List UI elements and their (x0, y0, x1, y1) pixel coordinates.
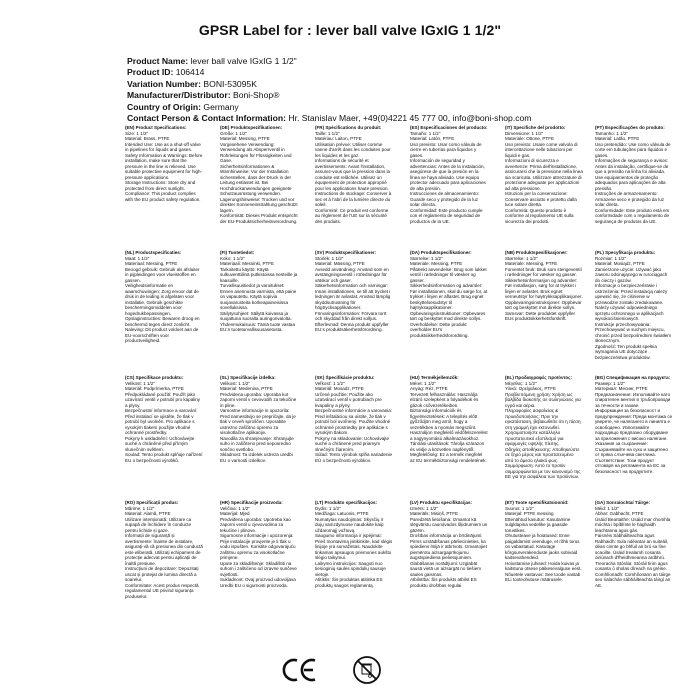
spec-line: Opbevaringsinstruktioner: Opbevares tørt og beskyttet mod direkte sollys. (410, 310, 486, 321)
spec-line: Předpokládané použití: Použít jako uzavírací ventil v potrubí pro kapaliny a plyny. (125, 391, 201, 408)
spec-line: Instrucțiuni de depozitare: Depozitați uscat și protejat de lumina directă a soarelui. (125, 566, 199, 582)
spec-line: Størrelse: 1 1/2" (505, 255, 538, 261)
spec-line: Materiaal: Messing, PTFE (125, 261, 178, 266)
spec-line: Material: Alamă, PTFE (125, 511, 171, 516)
spec-line: Materiaali: Messinki, PTFE (220, 261, 275, 266)
spec-heading: (SV) Produktspecifikationer: (315, 250, 377, 255)
spec-line: Instrucciones de almacenamiento: Guarde seco y protegido de la luz solar directa. (410, 191, 479, 207)
spec-line: Материал: Месинг, PTFE (595, 386, 648, 391)
spec-line: Πληροφορίες ασφαλείας & προειδοποιήσεις: Πριν την εγκατάσταση, βεβαιωθείτε ότι η πίεση στη γραμμή έχει εκτονωθεί. Χρησιμοποιήστε κατάλληλο προστατευτικό εξοπλισμό για εφαρμογές υψηλής πίεσης. (505, 408, 581, 446)
spec-line: Vorgesehene Verwendung: Verwendung als Absperrventil in Rohrleitungen für Flüssigkeiten und Gase. (220, 141, 292, 163)
spec-line: Material: Mässing, PTFE (315, 261, 365, 266)
spec-line: Conformitate: Acest produs respectă regulamentul UE privind siguranța produselor. (125, 582, 199, 599)
spec-line: Koko: 1 1/2" (220, 255, 245, 261)
spec-line: Biztonsági információk és figyelmeztetések: A telepítés előtt győződjön meg arról, hogy a vezetékben a nyomás megszűnt. Használjon megfelelő védőfelszerelést a nagynyomású alkalmazásokhoz. (410, 408, 488, 441)
spec-line: Samsvar: Dette produktet oppfyller EUs produktsikkerhetsforskrift. (505, 310, 576, 321)
spec-line: Compliance: This product complies with the EU product safety regulation. (125, 191, 201, 202)
spec-line: Sikkerhedsinformation og advarsler: Før installationen, skal du sørge for, at trykket i linjen er aflastet. Brug egnet beskyttelsesudstyr til højtryksapplikationer. (410, 283, 488, 310)
spec-line: Suurus: 1 1/2" (505, 505, 534, 511)
info-row (127, 90, 687, 101)
spec-heading: (GA) Sonraíochtaí Táirge: (595, 500, 651, 505)
spec-block-de (220, 125, 298, 244)
spec-heading: (LT) Produkto specifikacijos: (315, 500, 378, 505)
spec-line: Treoracha Stórála: Stóráil tirim agus cosanta ó sholas díreach na gréine. (595, 560, 668, 571)
spec-line: Zamierzone użycie: Używać jako zaworu odcinającego w rurociągach do cieczy i gazów. (595, 266, 668, 283)
spec-line: Izmērs: 1 1/2" (410, 505, 438, 511)
spec-line: Utilisation prévue: Utiliser comme vanne d'arrêt dans les conduites pour les liquides et les gaz. (315, 141, 391, 158)
spec-block-pt (595, 125, 673, 244)
spec-heading: (NB) Produktspesifikasjoner: (505, 250, 568, 255)
spec-line: Úsáid Beartaithe: Úsáid mar chomhla múchta i bpíblínte le haghaidh leachtanna agus gás. (595, 516, 671, 533)
spec-line: Oppbevaringsinstruksjoner: Oppbevar tørt og beskyttet mot direkte sollys. (505, 299, 582, 310)
spec-line: Intended Use: Use as a shut-off valve in pipelines for liquids and gases. (125, 141, 201, 152)
language-grid (125, 125, 685, 615)
spec-line: Påtænkt anvendelse: Brug som lukket ventil i rørledninger til væsker og gasser. (410, 266, 487, 283)
spec-line: Material: Brass, PTFE (125, 136, 170, 141)
spec-heading: (SL) Specifikacije izdelka: (220, 375, 276, 380)
spec-heading: (IT) Specifiche del prodotto: (505, 125, 566, 130)
spec-line: Safety Information & Warnings: Before installation, make sure that the pressure in the line is relieved. Use suitable protective equipment for high-pressure applications. (125, 152, 203, 180)
spec-line: Bezpečnostní informace a varování: Před instalací se ujistěte, že tlak v potrubí byl uvolněn. Pro aplikace s vysokým tlakem použijte vhodné ochranné prostředky. (125, 408, 198, 435)
spec-heading: (RO) Specificații produs: (125, 500, 179, 505)
spec-line: Anyag: Réz, PTFE (410, 386, 448, 391)
spec-line: Tarkoitettu käyttö: Käytä sulkuventtiilinä putkistoissa nesteille ja kaasuille. (220, 266, 298, 283)
spec-block-pl (595, 250, 673, 369)
spec-heading: (DE) Produktspezifikationen: (220, 125, 283, 130)
spec-line: Avsedd användning: Använd som en avstängningsventil i rörledningar för vätskor och gaser. (315, 266, 389, 283)
spec-line: Informazioni di sicurezza e avvertenze: Prima dell'installazione, assicurarsi che la pressione nella linea sia scaricata. Utilizzare attrezzature di protezione adeguate per applicazioni ad alta pressione. (505, 158, 583, 191)
spec-block-ro (125, 500, 203, 609)
spec-line: Forventet bruk: Bruk som stengeventil i rørledninger for væsker og gasser. (505, 266, 582, 277)
spec-block-lt (315, 500, 393, 609)
spec-line: Materiāls: Misiņš, PTFE (410, 511, 459, 516)
spec-block-it (505, 125, 583, 244)
spec-heading: (ET) Toote spetsifikatsioonid: (505, 500, 569, 505)
spec-line: Указания за съхранение: Съхранявайте на сухо и защитено от пряка слънчева светлина. (595, 441, 668, 457)
spec-line: Conformité: Ce produit est conforme au règlement de l'UE sur la sécurité des produits. (315, 207, 389, 224)
spec-line: Súlad: Tento výrobok spĺňa nariadenie EÚ o bezpečnosti výrobkov. (315, 452, 393, 463)
spec-heading: (EN) Product Specifications: (125, 125, 187, 130)
spec-heading: (ES) Especificaciones del producto: (410, 125, 488, 130)
spec-block-sl (220, 375, 298, 494)
spec-line: Conformidade: Este produto está em conformidade com o regulamento de segurança de produtos da UE. (595, 207, 670, 224)
spec-line: Pokyny k uskladnění: Uchovávejte suché a chráněné před přímým slunečním světlem. (125, 435, 195, 452)
spec-block-da (410, 250, 488, 369)
spec-line: Drošības informācija un brīdinājumi: Pirms uzstādīšanas pārliecinieties, ka spiediens līnijā ir atbrīvots. Izmantojiet piemērotu aizsargaprīkojumu augstspiediena pielietojumiem. (410, 533, 487, 560)
info-value: Hr. Stanislav Maer, +49(0)4221 45 777 00, info@boni-shop.com (288, 113, 532, 124)
spec-line: Faisnéis Sábháilteachta agus Rabhaidh: Sula ndéantar an suiteáil, déan cinnte go bhfuil an brú sa líne scaoilte. Úsáid trealamh cosanta oiriúnach d'fheidhmeanna ardbhrú. (595, 533, 669, 560)
spec-line: Materiale: Messing, PTFE (505, 261, 558, 266)
spec-line: Velikost: 1 1/2" (125, 380, 155, 386)
spec-block-es (410, 125, 488, 244)
spec-line: Materiale: Ottone, PTFE (505, 136, 555, 141)
spec-line: Ábhar: Gabhacht, PTFE (595, 511, 644, 516)
spec-line: Material: Latão, PTFE (595, 136, 640, 141)
spec-line: Säilytysohjeet: Säilytä kuivassa ja suojattuna suoralta auringonvalolta. (220, 310, 292, 321)
spec-line: Storlek: 1 1/2" (315, 255, 344, 261)
info-row (127, 67, 687, 78)
spec-line: Informacje o bezpieczeństwie i ostrzeżenia: Przed instalacją należy upewnić się, że ciśnienie w przewodzie zostało zredukowane. Należy używać odpowiedniego sprzętu ochronnego w aplikacjach wysokociśnieniowych. (595, 283, 668, 321)
spec-line: Veľkosť: 1 1/2" (315, 380, 345, 386)
info-label: Country of Origin: (127, 101, 201, 112)
spec-block-sv (315, 250, 393, 369)
spec-line: Informações de segurança e avisos: Antes da instalação, certifique-se de que a pressão na linha foi aliviada. Use equipamentos de proteção adequados para aplicações de alta pressão. (595, 158, 669, 191)
language-row (125, 125, 685, 250)
spec-line: Turvallisuustiedot ja varoitukset: Ennen asennusta varmista, että paine on vapautettu. Käytä sopivia suojavarusteita korkeapaineisissa sovelluksissa. (220, 283, 297, 310)
spec-line: Dimensione: 1 1/2" (505, 130, 544, 136)
info-value: Boni-Shop® (233, 90, 280, 101)
language-row (125, 250, 685, 375)
spec-line: Nõuetele vastavus: See toode vastab ELi tooteohutuse määrusele. (505, 571, 581, 582)
info-row (127, 102, 687, 113)
spec-block-nl (125, 250, 203, 369)
spec-line: Instrukcje przechowywania: Przechowywać w suchym miejscu, chronić przed bezpośrednim światłem słonecznym. (595, 321, 672, 343)
spec-line: Υλικό: Ορείχαλκος, PTFE (505, 386, 557, 391)
spec-line: Hoiustamise juhised: Hoida kuivas ja kaitstuna otsese päikesevalguse eest. (505, 560, 582, 571)
spec-line: Συμμόρφωση: Αυτό το προϊόν συμμορφώνεται με τον κανονισμό της ΕΕ για την ασφάλεια των προϊόντων. (505, 463, 581, 479)
spec-block-ga (595, 500, 673, 609)
spec-line: Información de seguridad y advertencias: Antes de la instalación, asegúrese de que la presión en la línea se haya aliviado. Use equipo protector adecuado para aplicaciones de alta presión. (410, 158, 486, 191)
spec-line: Konformität: Dieses Produkt entspricht der EU-Produktsicherheitsverordnung. (220, 213, 298, 224)
spec-line: Størrelse: 1 1/2" (410, 255, 443, 261)
page-title: GPSR Label for : lever ball valve IGxIG 1 1/2" (198, 22, 502, 38)
spec-line: Glabāšanas norādījumi: Uzglabāt sausā vietā un aizsargāt no tiešiem saules gaismas. (410, 560, 482, 577)
info-value: BONI-53095K (203, 78, 257, 89)
spec-line: Säkerhetsinformation och varningar: Innan installationen, se till att trycket i ledningen är avlastat. Använd lämplig skyddsutrustning för högtrycksapplikationer. (315, 283, 391, 310)
spec-line: Uso previsto: Usare come valvola di intercettazione nelle tubazioni per liquidi e gas. (505, 141, 578, 158)
spec-line: Materijal: Mjed (220, 511, 250, 516)
spec-line: Tamaño: 1 1/2" (410, 130, 441, 136)
spec-line: Laikymo instrukcijos: Saugoti nuo tiesioginių saulės spindulių sausoje vietoje. (315, 560, 386, 577)
spec-line: Ohutusteave ja hoiatused: Enne paigaldamist veenduge, et rõhk torus on vabastatud. Kasutage kõrgsurverakenduste jaoks sobivaid kaitsevahendeid. (505, 533, 580, 560)
spec-line: Size: 1 1/2" (125, 130, 149, 136)
spec-line: Storage Instructions: Store dry and protected from direct sunlight. (125, 180, 196, 191)
spec-line: Méret: 1 1/2" (410, 380, 436, 386)
spec-line: Určené použitie: Použite ako uzatvárací ventil v potrubiach pre kvapaliny a plyny. (315, 391, 382, 408)
spec-line: Conformidad: Este producto cumple con el reglamento de seguridad de productos de la UE. (410, 207, 483, 224)
spec-line: Materiał: Mosiądz, PTFE (595, 261, 645, 266)
spec-heading: (FI) Tuotetiedot: (220, 250, 255, 255)
spec-line: Instructions de stockage: Conserver à sec et à l'abri de la lumière directe du soleil. (315, 191, 392, 207)
spec-line: Istruzioni per la conservazione: Conservare asciutto e protetto dalla luce solare diretta. (505, 191, 577, 207)
spec-line: Lagerungshinweise: Trocken und vor direkter Sonneneinstrahlung geschützt lagern. (220, 196, 298, 213)
spec-line: Material: Messing, PTFE (220, 136, 270, 141)
spec-line: Dydis: 1 1/2" (315, 505, 341, 511)
spec-line: Предназначение: Използвайте като спирателен вентил в тръбопроводи за течности и газове. (595, 391, 671, 408)
spec-line: Maat: 1 1/2" (125, 255, 150, 261)
spec-line: Méid: 1 1/2" (595, 505, 620, 511)
spec-block-en (125, 125, 203, 244)
spec-line: Navodila za shranjevanje: Shranjujte suho in zaščiteno pred neposredno sončno svetlobo. (220, 435, 294, 452)
spec-line: Predviđena uporaba: Upotreba kao zaporni ventil u cjevovodima za tekućine i plinove. (220, 516, 291, 533)
spec-heading: (SK) Špecifikácie produktu: (315, 375, 375, 380)
spec-line: Sukladnost: Ovaj proizvod udovoljava Uredbi EU o sigurnosti proizvoda. (220, 577, 296, 588)
spec-line: Beoogd gebruik: Gebruik als afsluiter in pijpleidingen voor vloeistoffen en gassen. (125, 266, 200, 283)
no-household-waste-icon (349, 655, 385, 685)
spec-line: Upute za skladištenje: Skladištiti na suhom i zaštićeno od izravne sunčeve svjetlosti. (220, 560, 297, 577)
spec-line: Atitiktis: Šis produktas atitinka ES produktų saugos reglamentą. (315, 577, 383, 588)
info-row (127, 56, 687, 67)
spec-line: Sicherheitsinformationen & Warnhinweise: Vor der Installation sicherstellen, dass der Druck in der Leitung entlastet ist. Bei Hochdruckanwendungen geeignete Schutzausrüstung verwenden. (220, 163, 292, 196)
spec-heading: (LV) Produktu specifikācijas: (410, 500, 473, 505)
info-value: lever ball valve IGxIG 1 1/2" (190, 56, 297, 66)
info-label: Contact Person & Contact Information: (127, 113, 286, 124)
spec-line: Material: Medenina, PTFE (220, 386, 273, 391)
spec-line: Προβλεπόμενη χρήση: Χρήση ως βαλβίδα διακοπής σε σωληνώσεις για υγρά και αέρια. (505, 391, 581, 408)
spec-heading: (PL) Specyfikacja produktu: (595, 250, 656, 255)
spec-heading: (BG) Спецификация на продукта: (595, 375, 671, 380)
spec-block-hr (220, 500, 298, 609)
spec-line: Uso pretendido: Use como válvula de corte em tubulações para líquidos e gases. (595, 141, 671, 158)
spec-line: Sikkerhetsinformasjon og advarsler: Før installasjon, sørg for at trykket i linjen er avlastet. Bruk egnet verneutstyr for høytrykksapplikasjoner. (505, 277, 583, 299)
spec-line: Materiale: Messing, PTFE (410, 261, 463, 266)
spec-line: Overholdelse: Dette produkt overholder EU's produktsikkerhedsforordning. (410, 321, 469, 338)
spec-line: Размер: 1 1/2" (595, 380, 625, 386)
spec-line: Naleving: Dit product voldoet aan de EU-voorschriften voor productveiligheid. (125, 327, 199, 343)
spec-line: Информация за безопасност и предупреждения: Преди монтажа се уверете, че налягането в линията е освободено. Използвайте подходящо предпазно оборудване за приложения с високо налягане. (595, 408, 673, 441)
spec-line: Tamanho: 1 1/2" (595, 130, 628, 136)
spec-block-hu (410, 375, 488, 494)
info-label: Variation Number: (127, 78, 202, 89)
spec-line: Uso previsto: Usar como válvula de cierre en tuberías para líquidos y gases. (410, 141, 482, 158)
spec-block-sk (315, 375, 393, 494)
spec-line: Utilizare intenționată: Utilizare ca supapă de închidere în conducte pentru lichide și gaze. (125, 516, 192, 533)
info-row (127, 79, 687, 90)
spec-heading: (FR) Spécifications du produit: (315, 125, 382, 130)
spec-line: Predvidena uporaba: Uporaba kot zaporni ventil v cevovodih za tekočine in pline. (220, 391, 297, 408)
spec-line: Conformità: Questo prodotto è conforme al regolamento UE sulla sicurezza dei prodotti. (505, 207, 574, 224)
spec-heading: (NL) Productspecificaties: (125, 250, 182, 255)
spec-block-cs (125, 375, 203, 494)
info-label: Manufacturer/Distributor: (127, 90, 231, 101)
spec-line: Mărime: 1 1/2" (125, 505, 155, 511)
spec-line: Съответствие: Този продукт отговаря на регламента на ЕС за безопасност на продуктите. (595, 457, 666, 474)
spec-block-el (505, 375, 583, 494)
spec-block-fi (220, 250, 298, 369)
spec-line: Soulad: Tento produkt splňuje nařízení EU o bezpečnosti výrobků. (125, 452, 203, 463)
spec-line: Comhlíonadh: Comhlíonann an táirge seo rialachán sábháilteachta táirgí an AE. (595, 571, 671, 588)
spec-line: Materiál: Podprímerka, PTFE (125, 386, 184, 391)
spec-line: Saugumo informacija ir įspėjimai: Prieš montavimą įsitikinkite, kad slėgis linijoje yra sumažintas. Naudokite tinkamas apsaugos priemones aukšto slėgio taikymui. (315, 533, 393, 560)
ce-mark-icon (282, 657, 318, 683)
spec-line: Informații de siguranță și avertismente: Înainte de instalare, asigurați-vă că presiunea din conductă este eliberată. Utilizați echipament de protecție adecvat pentru aplicații de înaltă presiune. (125, 533, 203, 566)
spec-line: Veiligheidsinformatie en waarschuwingen: Zorg ervoor dat de druk in de leiding is afgelaten voor installatie. Gebruik geschikte beschermingsmiddelen voor hogedrukbepassingen. (125, 283, 199, 316)
spec-heading: (HU) Termékjellemzők: (410, 375, 459, 380)
info-value: Germany (203, 101, 239, 112)
spec-line: Numatytas naudojimas: Skysčių ir dujų vamzdynuose naudokite kaip uždaromąjį vožtuvą. (315, 516, 384, 533)
spec-line: Taille: 1 1/2" (315, 130, 340, 136)
product-info (127, 56, 687, 124)
language-row (125, 500, 685, 615)
spec-line: Bezpečnostné informácie a varovania: Pred inštaláciou sa uistite, že tlak v potrubí bol uvoľnený. Použite vhodné ochranné prostriedky pre aplikácie s vysokým tlakom. (315, 408, 393, 435)
spec-line: Matériau: Laiton, PTFE (315, 136, 362, 141)
language-row (125, 375, 685, 500)
spec-line: Paredzētā lietošana: Izmantot kā slēgvārstu cauruļvados šķidrumiem un gāzēm. (410, 516, 488, 533)
spec-line: Zgodność: Ten produkt spełnia wymagania UE dotyczące bezpieczeństwa produktów. (595, 343, 657, 360)
spec-line: Sigurnosne informacije i upozorenja: Prije instalacije provjerite je li tlak u vodu ispušten. Koristite odgovarajuću zaštitnu opremu za visokotlačne primjene. (220, 533, 296, 560)
info-label: Product ID: (127, 67, 174, 78)
spec-line: Ettenähtud kasutus: Kasutamine sulgklapina vedelike ja gaaside torustikes. (505, 516, 571, 533)
spec-line: Materiál: Mosadz, PTFE (315, 386, 364, 391)
spec-line: Veličina: 1 1/2" (220, 505, 250, 511)
spec-line: Tárolási utasítások: Tárolja szárazon és védje a közvetlen napfénytől. (410, 441, 485, 452)
spec-line: Material: Latón, PTFE (410, 136, 455, 141)
spec-block-fr (315, 125, 393, 244)
spec-block-bg (595, 375, 673, 494)
spec-line: Megfelelőség: Ez a termék megfelel az EU termékbiztonsági rendeletének. (410, 452, 487, 463)
spec-heading: (DA) Produktspecifikationer: (410, 250, 472, 255)
spec-line: Efterlevnad: Denna produkt uppfyller EU:s produktsäkerhetsförordning. (315, 321, 389, 332)
spec-line: Pokyny na skladovanie: Uchovávajte suché a chránené pred priamym slnečným žiarením. (315, 435, 390, 452)
spec-line: Informations de sécurité et avertissements: Avant l'installation, assurez-vous que la pression dans la conduite est relâchée. Utilisez un équipement de protection approprié pour les applications haute pression. (315, 158, 391, 191)
spec-line: Opslaginstructies: Bewaren droog en beschermd tegen direct zonlicht. (125, 316, 200, 327)
spec-line: Größe: 1 1/2" (220, 130, 248, 136)
spec-line: Tervezett felhasználás: Használja elzáró szelepként a folyadékok és gázok csővezetékeiben. (410, 391, 479, 408)
spec-line: Varnostne informacije in opozorila: Pred namestitvijo se prepričajte, da je tlak v ceveh sproščen. Uporabite ustrezno zaščitno opremo za visokotlačne aplikacije. (220, 408, 296, 435)
spec-line: Atbilstība: Šis produkts atbilst ES produktu drošības regulai. (410, 577, 477, 588)
info-value: 106414 (175, 67, 205, 78)
spec-line: Instruções de armazenamento: Armazene seco e protegido da luz solar direta. (595, 191, 665, 207)
spec-heading: (EL) Προδιαγραφές προϊόντος: (505, 375, 573, 380)
spec-line: Rozmiar: 1 1/2" (595, 255, 627, 261)
spec-line: Materjal: PTFE messing (505, 511, 554, 516)
spec-heading: (PT) Especificações do produto: (595, 125, 665, 130)
spec-block-lv (410, 500, 488, 609)
spec-line: Οδηγίες αποθήκευσης: Αποθηκεύστε σε ξηρό μέρος και προστατευμένο από το άμεσο ηλιακό φως. (505, 446, 580, 463)
spec-line: Velikost: 1 1/2" (220, 380, 250, 386)
spec-line: Förvaringsinformation: Förvara torrt och skyddad från direkt solljus. (315, 310, 387, 321)
spec-heading: (HR) Specifikacije proizvoda: (220, 500, 283, 505)
spec-block-nb (505, 250, 583, 369)
spec-line: Yhdenmukaisuus: Tämä tuote vastaa EU:n tuoteturvallisuusasetusta. (220, 321, 295, 332)
spec-line: Skladnost: Ta izdelek ustreza uredbi EU o varnosti izdelkov. (220, 452, 293, 463)
info-row (127, 113, 687, 124)
info-label: Product Name: (127, 56, 189, 66)
spec-block-et (505, 500, 583, 609)
spec-line: Medžiaga: Latuonis, PTFE (315, 511, 369, 516)
spec-line: Μέγεθος: 1 1/2" (505, 380, 537, 386)
spec-heading: (CS) Specifikace produktu: (125, 375, 184, 380)
